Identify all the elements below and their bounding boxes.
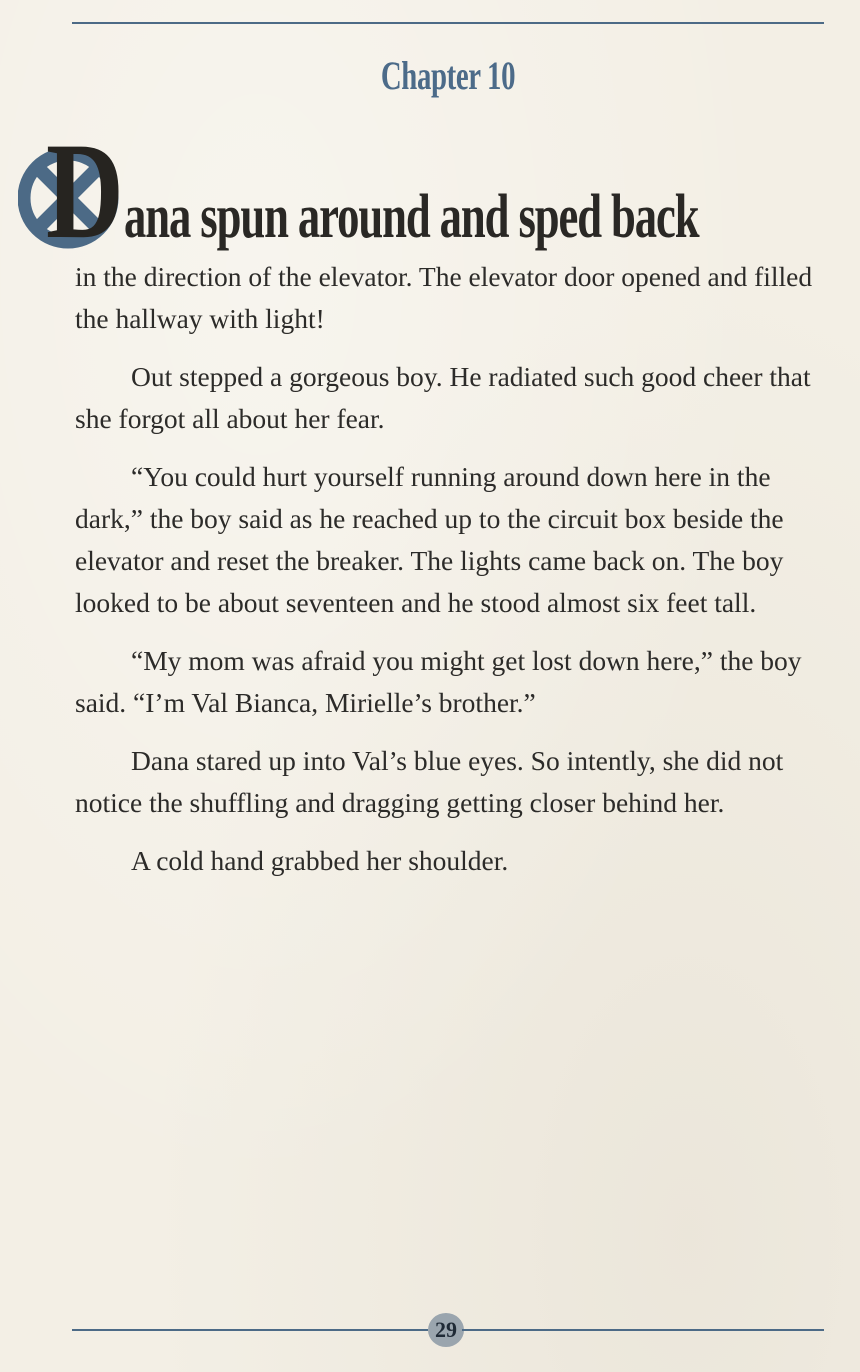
paragraph: in the direction of the elevator. The elevator door opened and filled the hallway with light! bbox=[75, 261, 813, 334]
paragraph: “My mom was afraid you might get lost down here,” the boy said. “I’m Val Bianca, Mirielle’s brother.” bbox=[75, 645, 802, 718]
drop-cap-letter: D bbox=[46, 114, 124, 267]
drop-cap bbox=[18, 114, 128, 267]
paragraph: Out stepped a gorgeous boy. He radiated such good cheer that she forgot all about her fear. bbox=[75, 361, 811, 434]
paragraph: A cold hand grabbed her shoulder. bbox=[131, 845, 509, 876]
top-rule bbox=[72, 22, 824, 24]
bottom-rule-right bbox=[462, 1329, 824, 1331]
paragraph: Dana stared up into Val’s blue eyes. So intently, she did not notice the shuffling and dragging getting closer behind her. bbox=[75, 745, 784, 818]
chapter-body bbox=[75, 256, 815, 898]
paragraph: “You could hurt yourself running around down here in the dark,” the boy said as he reached up to the circuit box beside the elevator and reset the breaker. The lights came back on. The boy looked to be about seventeen and he stood almost six feet tall. bbox=[75, 461, 784, 618]
bottom-rule-left bbox=[72, 1329, 428, 1331]
chapter-title: Chapter 10 bbox=[380, 53, 516, 98]
page-number: 29 bbox=[428, 1313, 464, 1347]
lead-line: ana spun around and sped back bbox=[124, 183, 699, 251]
